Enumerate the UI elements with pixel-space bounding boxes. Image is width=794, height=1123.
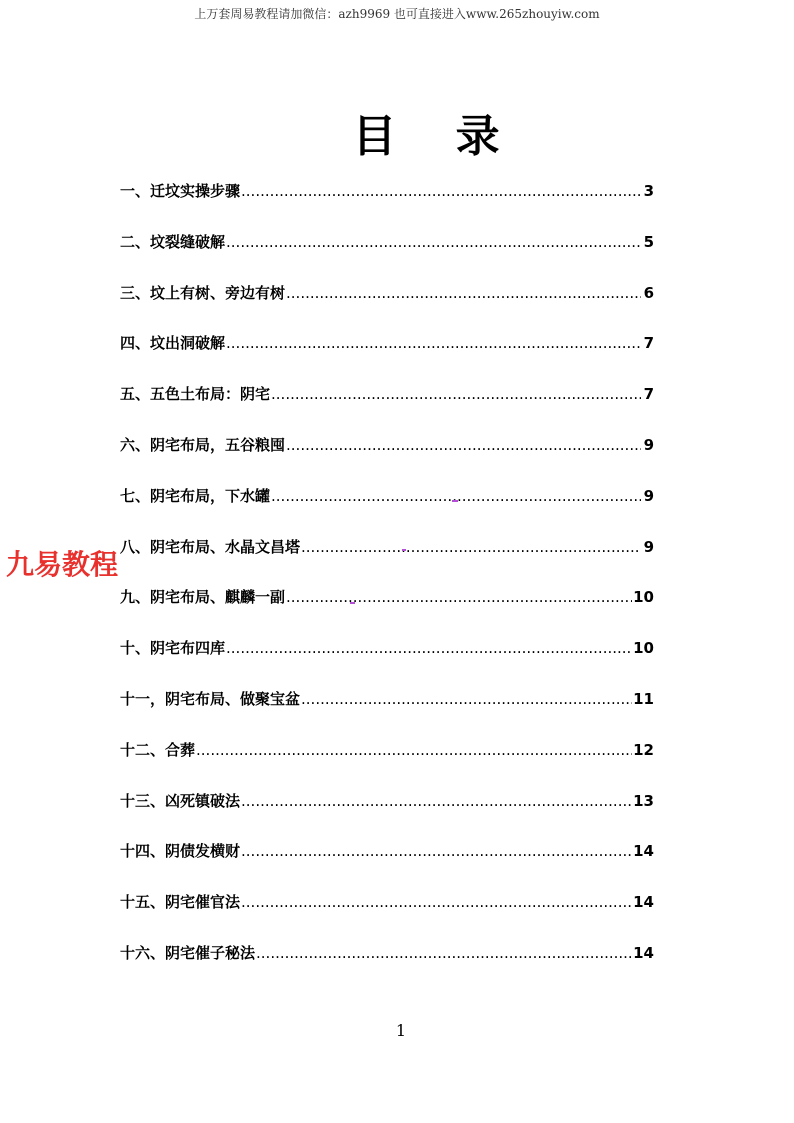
toc-entry[interactable] (120, 739, 654, 790)
toc-entry-page: 10 (633, 588, 654, 607)
toc-entry-label: 十四、阴债发横财 (120, 842, 241, 861)
toc-entry-label: 十二、合葬 (120, 740, 196, 759)
toc-dot-leader (241, 842, 632, 860)
toc-entry[interactable] (120, 434, 654, 485)
toc-entry[interactable] (120, 840, 654, 891)
toc-dot-leader (196, 741, 632, 759)
toc-entry-page: 13 (633, 791, 654, 810)
toc-entry-label: 十、阴宅布四库 (120, 639, 226, 658)
toc-entry-page: 14 (633, 893, 654, 912)
toc-entry-label: 十六、阴宅催子秘法 (120, 943, 256, 962)
toc-entry-page: 10 (633, 639, 654, 658)
toc-entry[interactable] (120, 231, 654, 282)
toc-entry-page: 6 (643, 283, 654, 302)
toc-entry-label: 八、阴宅布局、水晶文昌塔 (120, 537, 301, 556)
toc-entry-page: 5 (643, 232, 654, 251)
toc-entry-page: 7 (643, 385, 654, 404)
toc-entry[interactable] (120, 383, 654, 434)
toc-dot-leader (286, 284, 641, 302)
toc-entry[interactable] (120, 282, 654, 333)
toc-entry-page: 14 (633, 842, 654, 861)
toc-entry-label: 九、阴宅布局、麒麟一副 (120, 588, 286, 607)
toc-entry[interactable] (120, 586, 654, 637)
toc-entry[interactable] (120, 180, 654, 231)
toc-entry[interactable] (120, 536, 654, 587)
toc-entry-page: 11 (633, 689, 654, 708)
toc-entry-page: 9 (643, 486, 654, 505)
toc-dot-leader (226, 334, 641, 352)
toc-entry-page: 9 (643, 537, 654, 556)
toc-entry[interactable] (120, 790, 654, 841)
toc-dot-leader (256, 944, 632, 962)
toc-dot-leader (301, 690, 632, 708)
toc-dot-leader (286, 436, 641, 454)
toc-dot-leader (241, 182, 641, 200)
purple-speck-mark (452, 500, 458, 502)
toc-dot-leader (241, 792, 632, 810)
toc-entry-page: 12 (633, 740, 654, 759)
toc-entry-label: 六、阴宅布局，五谷粮囤 (120, 435, 286, 454)
toc-entry[interactable] (120, 332, 654, 383)
toc-entry[interactable] (120, 637, 654, 688)
page-number: 1 (395, 1021, 407, 1040)
watermark-logo: 九易教程 (6, 543, 118, 583)
toc-entry-label: 二、坟裂缝破解 (120, 232, 226, 251)
toc-entry-label: 三、坟上有树、旁边有树 (120, 283, 286, 302)
toc-entry[interactable] (120, 688, 654, 739)
toc-entry-label: 十五、阴宅催官法 (120, 893, 241, 912)
toc-entry-label: 四、坟出洞破解 (120, 334, 226, 353)
purple-speck-mark (350, 602, 355, 604)
toc-entry-label: 十三、凶死镇破法 (120, 791, 241, 810)
table-of-contents (120, 180, 654, 993)
toc-entry[interactable] (120, 942, 654, 993)
purple-speck-mark (402, 549, 406, 551)
toc-entry-page: 9 (643, 435, 654, 454)
toc-entry-page: 14 (633, 943, 654, 962)
toc-dot-leader (271, 385, 641, 403)
toc-entry-label: 七、阴宅布局，下水罐 (120, 486, 271, 505)
toc-dot-leader (301, 538, 641, 556)
page-title: 目 录 (352, 111, 522, 162)
toc-entry-page: 7 (643, 334, 654, 353)
toc-entry-label: 十一，阴宅布局、做聚宝盆 (120, 689, 301, 708)
toc-entry-label: 五、五色土布局：阴宅 (120, 385, 271, 404)
toc-entry[interactable] (120, 485, 654, 536)
toc-entry[interactable] (120, 891, 654, 942)
toc-dot-leader (286, 588, 632, 606)
toc-dot-leader (271, 487, 641, 505)
toc-dot-leader (226, 639, 632, 657)
toc-dot-leader (241, 893, 632, 911)
toc-entry-label: 一、迁坟实操步骤 (120, 182, 241, 200)
toc-entry-page: 3 (643, 182, 654, 200)
toc-dot-leader (226, 233, 641, 251)
header-note: 上万套周易教程请加微信：azh9969 也可直接进入www.265zhouyiw.com (194, 7, 600, 21)
